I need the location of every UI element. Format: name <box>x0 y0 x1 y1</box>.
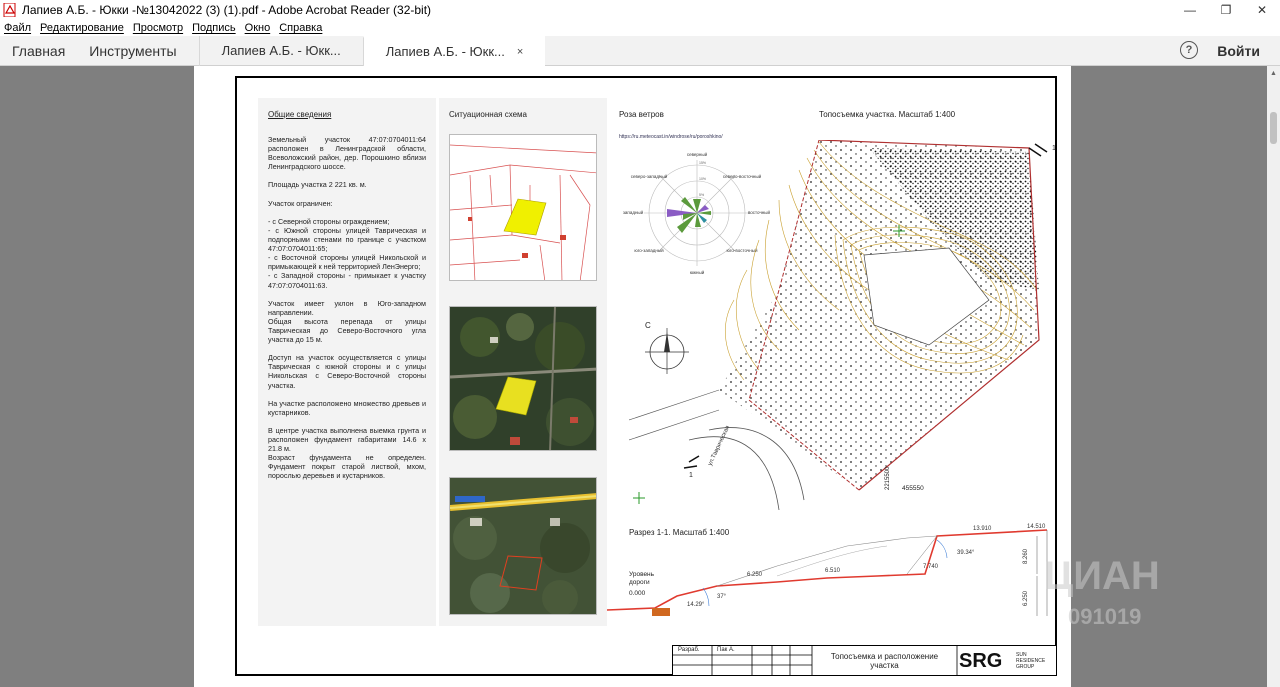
wind-dir-e: восточный <box>747 210 771 215</box>
wind-pct-10: 10% <box>699 177 707 181</box>
login-button[interactable]: Войти <box>1217 43 1260 59</box>
elev-2: 6.510 <box>825 568 841 574</box>
coord-y: 2215500 <box>885 466 891 490</box>
menu-help[interactable]: Справка <box>279 22 323 34</box>
tab-document-2[interactable] <box>363 36 546 66</box>
watermark-number: 091019 <box>1068 604 1142 629</box>
info-title: Общие сведения <box>268 110 332 119</box>
srg-logo: SRG <box>959 650 1003 672</box>
dim-1: 6.250 <box>1023 590 1029 606</box>
angle-2: 37° <box>717 594 727 600</box>
menu-view[interactable]: Просмотр <box>132 22 184 34</box>
satellite-map <box>449 306 597 451</box>
tab-document-1-label: Лапиев А.Б. - Юкк... <box>221 43 341 58</box>
section-title: Разрез 1-1. Масштаб 1:400 <box>629 528 730 537</box>
wind-dir-se: юго-восточный <box>726 248 758 253</box>
angle-1: 14.29° <box>687 602 705 608</box>
watermark-text: ЦИАН <box>1044 554 1160 598</box>
scroll-up-icon[interactable]: ▲ <box>1270 70 1277 77</box>
wind-dir-nw: северо-западный <box>630 174 668 179</box>
wind-url: https://ru.meteocast.in/windrose/ru/poroshkino/ <box>619 134 723 140</box>
cadastral-map <box>449 134 597 281</box>
scroll-thumb[interactable] <box>1270 112 1277 144</box>
maximize-button[interactable]: ❐ <box>1220 3 1232 17</box>
situation-panel <box>439 98 607 626</box>
angle-3: 39.34° <box>957 550 975 556</box>
cadastral-map-graphic <box>450 135 597 281</box>
close-button[interactable]: ✕ <box>1256 3 1268 17</box>
window-title: Лапиев А.Б. - Юкки -№13042022 (3) (1).pdf - Adobe Acrobat Reader (32-bit) <box>22 3 432 17</box>
wind-dir-sw: юго-западный <box>634 248 664 253</box>
tab-document-1[interactable] <box>199 36 363 66</box>
compass-north-label: С <box>645 321 651 330</box>
acrobat-icon <box>3 3 17 17</box>
wind-pct-15: 15% <box>699 161 707 165</box>
road-level-label: Уровень дороги <box>629 571 655 586</box>
section-mark-top: 1 <box>1052 145 1056 152</box>
menu-sign[interactable]: Подпись <box>192 22 236 34</box>
aerial-map <box>449 477 597 615</box>
topo-title: Топосъемка участка. Масштаб 1:400 <box>819 110 956 119</box>
menu-file[interactable]: Файл <box>4 22 32 34</box>
situation-title: Ситуационная схема <box>449 110 528 119</box>
tb-name: Пак А. <box>717 647 735 653</box>
elev-1: 6.250 <box>747 572 763 578</box>
wind-dir-ne: северо-восточный <box>722 174 762 179</box>
elev-3: 7.740 <box>923 564 939 570</box>
drawing-frame <box>235 76 1057 676</box>
tab-close-icon[interactable]: × <box>516 45 524 58</box>
road-level-value: 0.000 <box>629 590 646 597</box>
wind-dir-s: южный <box>689 270 705 275</box>
title-bar <box>0 0 1280 20</box>
tab-document-2-label: Лапиев А.Б. - Юкк... <box>385 44 505 59</box>
section-mark-bottom: 1 <box>689 472 693 479</box>
tb-razrab: Разраб. <box>678 647 700 653</box>
coord-x: 455550 <box>902 485 924 492</box>
tab-tools[interactable]: Инструменты <box>89 42 177 59</box>
info-panel <box>258 98 436 626</box>
tab-bar <box>0 36 1280 66</box>
topo-plan <box>629 140 1061 510</box>
elev-4: 13.910 <box>973 526 992 532</box>
srg-logo-sub: SUN RESIDENCE GROUP <box>1016 652 1046 670</box>
street-label: ул.Таврическая <box>707 424 732 467</box>
elev-5: 14.510 <box>1027 524 1046 530</box>
info-text: Земельный участок 47:07:0704011:64 расположен в Ленинградской области, Всеволожский район, дер. Порошкино вблизи Ленинградского шоссе. Площадь участка 2 221 кв. м. Участок ограничен: - с Северной стороны ограждением; - с Южной стороны улицей Таврическая и подпорными стенами по границе с участком 47:07:0704011:65; - с Восточной стороны улицей Никольской и примыкающей к ней территорией ЛенЭнерго; - с Западной стороны - примыкает к участку 47:07:0704011:63. Участок имеет уклон в Юго-западном направлении. Общая высота перепада от улицы Таврическая до Северо-Восточного угла участка до 15 м. Доступ на участок осуществляется с улицы Таврическая с южной стороны и с улицы Никольская с Северо-Восточной стороны участка. На участке расположено множество древьев и кустарников. В центре участка выполнена выемка грунта и расположен фундамент габаритами 14.6 х 21.8 м. Возраст фундамента не определен. Фундамент покрыт старой листвой, мхом, порослью деревьев и кустарников. <box>268 135 426 481</box>
menu-bar <box>0 20 1280 36</box>
help-icon[interactable]: ? <box>1180 41 1198 59</box>
section-drawing <box>607 516 1059 616</box>
aerial-map-graphic <box>450 478 597 615</box>
menu-window[interactable]: Окно <box>244 22 271 34</box>
tb-sheet-title: Топосъемка и расположение участка <box>830 652 939 670</box>
dim-2: 8.260 <box>1023 548 1029 564</box>
wind-title: Роза ветров <box>619 110 664 119</box>
minimize-button[interactable]: — <box>1184 3 1196 17</box>
vertical-scrollbar[interactable] <box>1267 66 1280 687</box>
wind-dir-w: западный <box>622 210 644 215</box>
tab-home[interactable]: Главная <box>12 42 66 59</box>
wind-pct-5: 5% <box>699 193 705 197</box>
wind-dir-n: северный <box>686 152 708 157</box>
menu-edit[interactable]: Редактирование <box>40 22 124 34</box>
document-viewer[interactable] <box>0 66 1280 687</box>
satellite-map-graphic <box>450 307 597 451</box>
